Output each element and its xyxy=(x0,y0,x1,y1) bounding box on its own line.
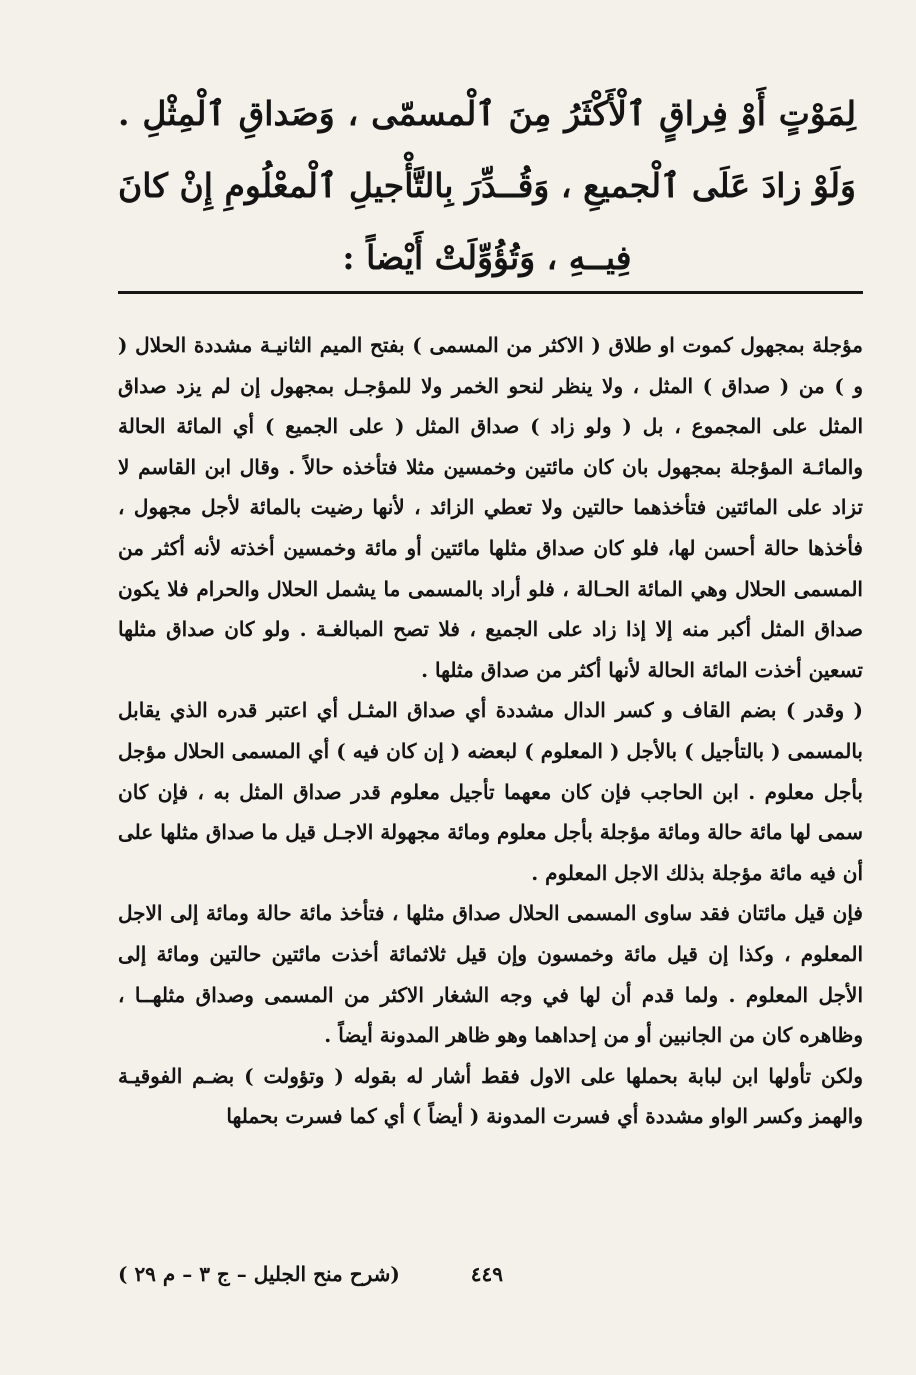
matn-text: لِمَوْتٍ أَوْ فِراقٍ ٱلْأَكْثَرُ مِنَ ٱلْمسمّى ، وَصَداقِ ٱلْمِثْلِ . وَلَوْ زادَ عَلَى ٱلْجميعِ ، وَقُــدِّرَ بِالتَّأْجيلِ ٱلْمعْلُومِ إِنْ كانَ فِيــهِ ، وَتُؤُوِّلَتْ أَيْضاً : xyxy=(118,94,856,277)
commentary-paragraph: فإن قيل مائتان فقد ساوى المسمى الحلال صداق مثلها ، فتأخذ مائة حالة ومائة إلى الاجل المعلوم ، وكذا إن قيل مائة وخمسون وإن قيل ثلاثمائة أخذت مائتين حالتين ومائة إلى الأجل المعلوم . ولما قدم أن لها في وجه الشغار الاكثر من المسمى وصداق مثلهــا ، وظاهره كان من الجانبين أو من إحداهما وهو ظاهر المدونة أيضاً . xyxy=(118,901,863,1048)
page-number: ٤٤٩ xyxy=(470,1262,503,1286)
volume-reference: (شرح منح الجليل – ج ٣ – م ٢٩ ) xyxy=(118,1262,400,1286)
separator-rule xyxy=(118,291,863,294)
commentary-paragraph: مؤجلة بمجهول كموت او طلاق ( الاكثر من المسمى ) بفتح الميم الثانيـة مشددة الحلال ( و ) من ( صداق ) المثل ، ولا ينظر لنحو الخمر ولا للمؤجـل بمجهول إن لم يزد صداق المثل على المجموع ، بل ( ولو زاد ) صداق المثل ( على الجميع ) أي المائة الحالة والمائـة المؤجلة بمجهول بان كان مائتين وخمسين مثلا فتأخذه حالاً . وقال ابن القاسم لا تزاد على المائتين فتأخذهما حالتين ولا تعطي الزائد ، لأنها رضيت بالمائة لأجل مجهول ، فأخذها حالة أحسن لها، فلو كان صداق مثلها مائتين أو مائة وخمسين أخذته لأنه أكثر من المسمى الحلال وهي المائة الحـالة ، فلو أراد بالمسمى ما يشمل الحلال والحرام فلا يكون صداق المثل أكبر منه إلا إذا زاد على الجميع ، فلا تصح المبالغـة . ولو كان صداق مثلها تسعين أخذت المائة الحالة لأنها أكثر من صداق مثلها . xyxy=(118,333,863,682)
commentary xyxy=(118,325,863,1137)
page-footer xyxy=(118,1262,863,1296)
commentary-paragraph: ولكن تأولها ابن لبابة بحملها على الاول فقط أشار له بقوله ( وتؤولت ) بضـم الفوقيـة والهمز وكسر الواو مشددة أي فسرت المدونة ( أيضاً ) أي كما فسرت بحملها xyxy=(118,1063,863,1129)
commentary-paragraph: ( وقدر ) بضم القاف و كسر الدال مشددة أي صداق المثـل أي اعتبر قدره الذي يقابل بالمسمى ( بالتأجيل ) بالأجل ( المعلوم ) لبعضه ( إن كان فيه ) أي المسمى الحلال مؤجل بأجل معلوم . ابن الحاجب فإن كان معهما تأجيل معلوم قدر صداق المثل به ، فإن كان سمى لها مائة حالة ومائة مؤجلة بأجل معلوم ومائة مجهولة الاجـل قيل ما صداق مثلها على أن فيه مائة مؤجلة بذلك الاجل المعلوم . xyxy=(118,698,863,885)
